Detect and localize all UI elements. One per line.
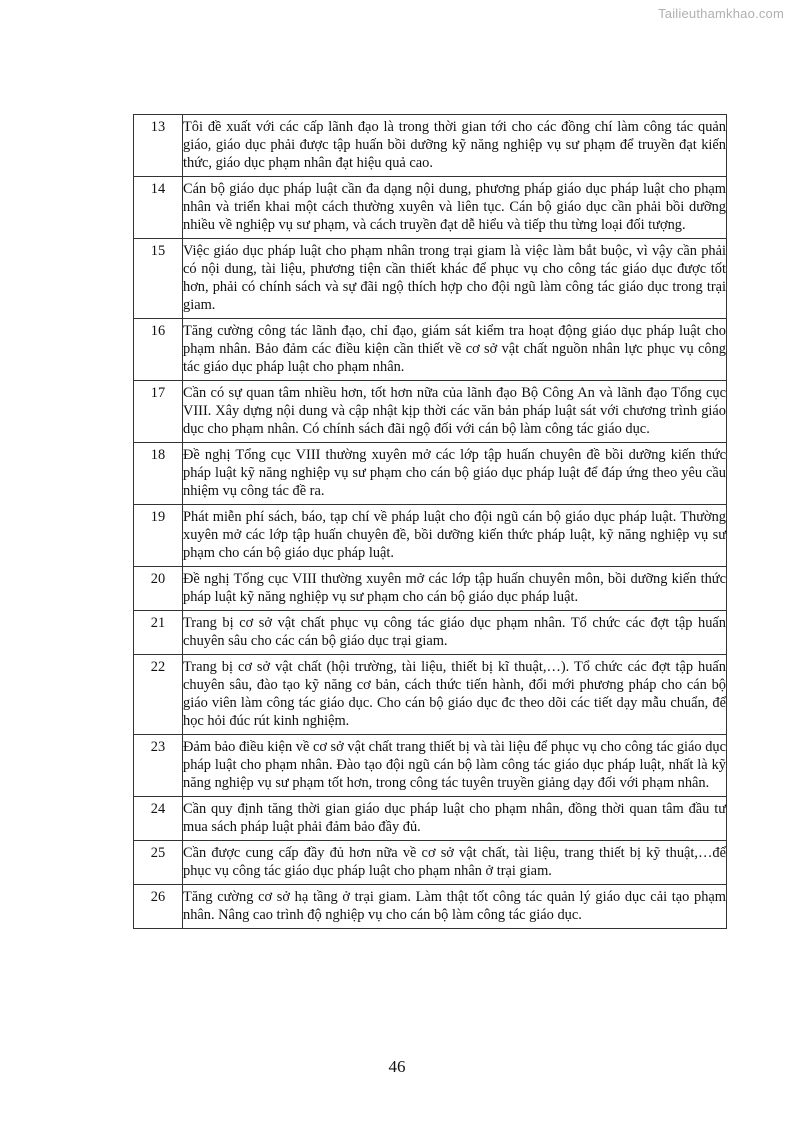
table-row bbox=[134, 567, 727, 611]
row-text: Tăng cường cơ sở hạ tầng ở trại giam. Làm thật tốt công tác quản lý giáo dục cải tạo phạm nhân. Nâng cao trình độ nghiệp vụ cho cán bộ làm công tác giáo dục. bbox=[183, 885, 727, 929]
row-text: Đề nghị Tổng cục VIII thường xuyên mở các lớp tập huấn chuyên đề bồi dưỡng kiến thức pháp luật kỹ năng nghiệp vụ sư phạm cho cán bộ giáo dục pháp luật để đáp ứng theo yêu cầu nhiệm vụ công tác đề ra. bbox=[183, 443, 727, 505]
proposal-table bbox=[133, 114, 727, 929]
row-number: 25 bbox=[134, 841, 183, 885]
row-text: Trang bị cơ sở vật chất phục vụ công tác giáo dục phạm nhân. Tổ chức các đợt tập huấn chuyên sâu cho các cán bộ giáo dục trại giam. bbox=[183, 611, 727, 655]
row-number: 13 bbox=[134, 115, 183, 177]
row-text: Cần được cung cấp đầy đủ hơn nữa về cơ sở vật chất, tài liệu, trang thiết bị kỹ thuật,…để phục vụ công tác giáo dục pháp luật cho phạm nhân ở trại giam. bbox=[183, 841, 727, 885]
table-row bbox=[134, 505, 727, 567]
table-row bbox=[134, 239, 727, 319]
table-row bbox=[134, 443, 727, 505]
row-text: Tăng cường công tác lãnh đạo, chỉ đạo, giám sát kiểm tra hoạt động giáo dục pháp luật cho phạm nhân. Bảo đảm các điều kiện cần thiết về cơ sở vật chất nguồn nhân lực phục vụ công tác giáo dục pháp luật cho phạm nhân. bbox=[183, 319, 727, 381]
table-row bbox=[134, 885, 727, 929]
row-text: Tôi đề xuất với các cấp lãnh đạo là trong thời gian tới cho các đồng chí làm công tác quản giáo, giáo dục phải được tập huấn bồi dưỡng kỹ năng nghiệp vụ sư phạm để truyền đạt kiến thức, giáo dục phạm nhân đạt hiệu quả cao. bbox=[183, 115, 727, 177]
row-number: 16 bbox=[134, 319, 183, 381]
row-number: 17 bbox=[134, 381, 183, 443]
table-row bbox=[134, 611, 727, 655]
row-text: Phát miễn phí sách, báo, tạp chí về pháp luật cho đội ngũ cán bộ giáo dục pháp luật. Thường xuyên mở các lớp tập huấn chuyên đề, bồi dưỡng kiến thức pháp luật, kỹ năng nghiệp vụ sư phạm cho cán bộ giáo dục pháp luật. bbox=[183, 505, 727, 567]
row-number: 26 bbox=[134, 885, 183, 929]
row-number: 14 bbox=[134, 177, 183, 239]
row-number: 15 bbox=[134, 239, 183, 319]
row-text: Cần quy định tăng thời gian giáo dục pháp luật cho phạm nhân, đồng thời quan tâm đầu tư mua sách pháp luật phải đảm bảo đầy đủ. bbox=[183, 797, 727, 841]
table-row bbox=[134, 319, 727, 381]
row-text: Đảm bảo điều kiện về cơ sở vật chất trang thiết bị và tài liệu để phục vụ cho công tác giáo dục pháp luật cho phạm nhân. Đào tạo đội ngũ cán bộ làm công tác giáo dục pháp luật, nhất là kỹ năng nghiệp vụ sư phạm tốt hơn, trong công tác tuyên truyền giảng dạy đối với phạm nhân. bbox=[183, 735, 727, 797]
table-row bbox=[134, 797, 727, 841]
table-row bbox=[134, 381, 727, 443]
row-number: 23 bbox=[134, 735, 183, 797]
row-number: 20 bbox=[134, 567, 183, 611]
watermark-text: Tailieuthamkhao.com bbox=[658, 6, 784, 21]
table-row bbox=[134, 841, 727, 885]
row-text: Đề nghị Tổng cục VIII thường xuyên mở các lớp tập huấn chuyên môn, bồi dưỡng kiến thức pháp luật kỹ năng nghiệp vụ sư phạm cho cán bộ giáo dục pháp luật. bbox=[183, 567, 727, 611]
row-number: 19 bbox=[134, 505, 183, 567]
table-row bbox=[134, 655, 727, 735]
table-row bbox=[134, 735, 727, 797]
row-text: Cán bộ giáo dục pháp luật cần đa dạng nội dung, phương pháp giáo dục pháp luật cho phạm nhân và triển khai một cách thường xuyên và liên tục. Cán bộ giáo dục cần phải bồi dưỡng nhiều về nghiệp vụ sư phạm, và cách truyền đạt dễ hiểu và tiếp thu từng loại đối tượng. bbox=[183, 177, 727, 239]
row-number: 24 bbox=[134, 797, 183, 841]
row-number: 21 bbox=[134, 611, 183, 655]
table-row bbox=[134, 177, 727, 239]
row-number: 18 bbox=[134, 443, 183, 505]
row-number: 22 bbox=[134, 655, 183, 735]
row-text: Cần có sự quan tâm nhiều hơn, tốt hơn nữa của lãnh đạo Bộ Công An và lãnh đạo Tổng cục VIII. Xây dựng nội dung và cập nhật kịp thời các văn bản pháp luật sát với chương trình giáo dục cho phạm nhân. Có chính sách đãi ngộ đối với cán bộ làm công tác giáo dục. bbox=[183, 381, 727, 443]
table-row bbox=[134, 115, 727, 177]
row-text: Trang bị cơ sở vật chất (hội trường, tài liệu, thiết bị kĩ thuật,…). Tổ chức các đợt tập huấn chuyên sâu, đào tạo kỹ năng cơ bản, cách thức tiến hành, đổi mới phương pháp cho cán bộ giáo viên làm công tác giáo dục. Cho cán bộ giáo dục đc theo dõi các tiết dạy mẫu chuẩn, để học hỏi đúc rút kinh nghiệm. bbox=[183, 655, 727, 735]
row-text: Việc giáo dục pháp luật cho phạm nhân trong trại giam là việc làm bắt buộc, vì vậy cần phải có nội dung, tài liệu, phương tiện cần thiết khác để phục vụ cho công tác giáo dục được tốt hơn, phải có chính sách và sự đãi ngộ thích hợp cho đội ngũ làm công tác giáo dục trong trại giam. bbox=[183, 239, 727, 319]
page-number: 46 bbox=[388, 1057, 406, 1076]
